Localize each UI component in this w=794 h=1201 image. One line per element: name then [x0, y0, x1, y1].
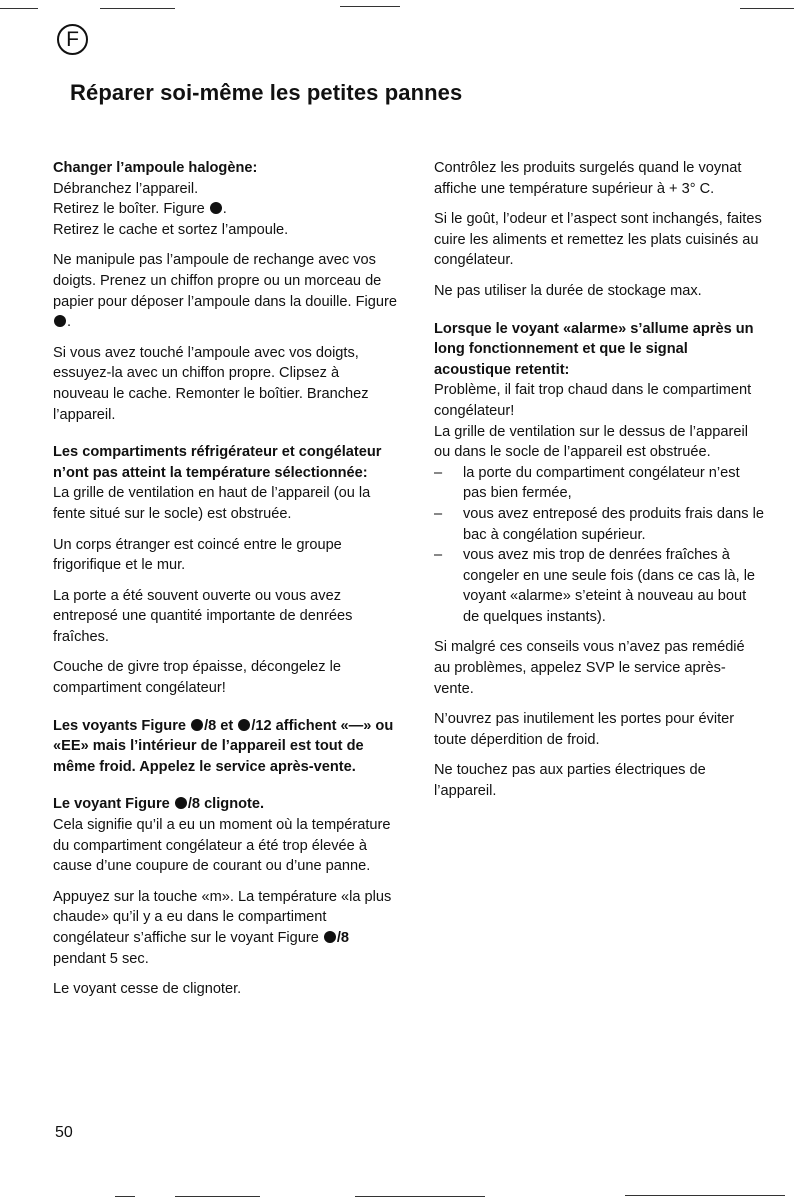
- top-rule: [340, 6, 400, 7]
- paragraph: Un corps étranger est coincé entre le groupe frigorifique et le mur.: [53, 536, 342, 574]
- paragraph: Si le goût, l’odeur et l’aspect sont inchangés, faites cuire les aliments et remettez les plats cuisinés au congélateur.: [434, 211, 762, 269]
- cause-list: [434, 463, 764, 628]
- page-number: 50: [55, 1124, 73, 1141]
- paragraph: Débranchez l’appareil. Retirez le boîter. Figure . Retirez le cache et sortez l’ampoule.: [53, 180, 289, 238]
- section-heading: Les voyants Figure /8 et /12 affichent «—» ou «EE» mais l’intérieur de l’appareil est tout de même froid. Appelez le service après-vente.: [53, 717, 394, 775]
- paragraph: Problème, il fait trop chaud dans le compartiment congélateur!: [434, 382, 752, 419]
- paragraph: La grille de ventilation en haut de l’appareil (ou la fente situé sur le socle) est obstruée.: [53, 485, 371, 522]
- section-heading: Lorsque le voyant «alarme» s’allume après un long fonctionnement et que le signal acoustique retentit:: [434, 320, 754, 378]
- paragraph: La grille de ventilation sur le dessus de l’appareil ou dans le socle de l’appareil est obstruée.: [434, 423, 748, 461]
- section-heading: Les compartiments réfrigérateur et congélateur n’ont pas atteint la température sélectionnée:: [53, 444, 382, 481]
- figure-bullet-icon: [191, 719, 203, 731]
- figure-bullet-icon: [175, 797, 187, 809]
- paragraph: Appuyez sur la touche «m». La température «la plus chaude» qu’il y a eu dans le compartiment congélateur s’affiche sur le voyant Figure /8 pendant 5 sec.: [53, 888, 392, 967]
- list-item: – vous avez mis trop de denrées fraîches à congeler en une seule fois (dans ce cas là, le voyant «alarme» s’eteint à nouveau au bout de quelques instants).: [434, 545, 764, 627]
- figure-bullet-icon: [54, 315, 66, 327]
- top-rule: [100, 8, 175, 9]
- paragraph: Si vous avez touché l’ampoule avec vos doigts, essuyez-la avec un chiffon propre. Clipsez à nouveau le cache. Remonter le boîtier. Branchez l’appareil.: [53, 344, 369, 423]
- bottom-rule: [175, 1196, 260, 1197]
- paragraph: Le voyant cesse de clignoter.: [53, 981, 242, 998]
- list-item: – vous avez entreposé des produits frais dans le bac à congélation supérieur.: [434, 504, 764, 545]
- paragraph: Ne touchez pas aux parties électriques de l’appareil.: [434, 762, 706, 800]
- page-title: Réparer soi-même les petites pannes: [70, 80, 463, 105]
- paragraph: N’ouvrez pas inutilement les portes pour éviter toute déperdition de froid.: [434, 711, 735, 748]
- bottom-rule: [355, 1196, 485, 1197]
- list-item: – la porte du compartiment congélateur n’est pas bien fermée,: [434, 463, 764, 504]
- top-rule: [0, 8, 38, 9]
- language-badge: F: [57, 24, 88, 55]
- paragraph: Ne pas utiliser la durée de stockage max.: [434, 282, 702, 299]
- paragraph: La porte a été souvent ouverte ou vous avez entreposé une quantité importante de denrées fraîches.: [53, 587, 353, 645]
- section-heading: Le voyant Figure /8 clignote.: [53, 796, 265, 813]
- paragraph: Si malgré ces conseils vous n’avez pas remédié au problèmes, appelez SVP le service après-vente.: [434, 639, 745, 697]
- section-heading: Changer l’ampoule halogène:: [53, 160, 258, 176]
- figure-bullet-icon: [210, 202, 222, 214]
- figure-bullet-icon: [238, 719, 250, 731]
- bottom-rule: [115, 1196, 135, 1197]
- left-column: [53, 158, 398, 1010]
- paragraph: Cela signifie qu’il a eu un moment où la température du compartiment congélateur a été trop élevée à cause d’une coupure de courant ou d’une panne.: [53, 817, 391, 875]
- bottom-rule: [625, 1195, 785, 1196]
- paragraph: Ne manipule pas l’ampoule de rechange avec vos doigts. Prenez un chiffon propre ou un morceau de papier pour déposer l’ampoule dans la douille. Figure .: [53, 252, 397, 331]
- paragraph: Couche de givre trop épaisse, décongelez le compartiment congélateur!: [53, 659, 342, 697]
- top-rule: [740, 8, 794, 9]
- paragraph: Contrôlez les produits surgelés quand le voynat affiche une température supérieur à + 3° C.: [434, 160, 742, 197]
- right-column: [434, 158, 764, 812]
- figure-bullet-icon: [324, 931, 336, 943]
